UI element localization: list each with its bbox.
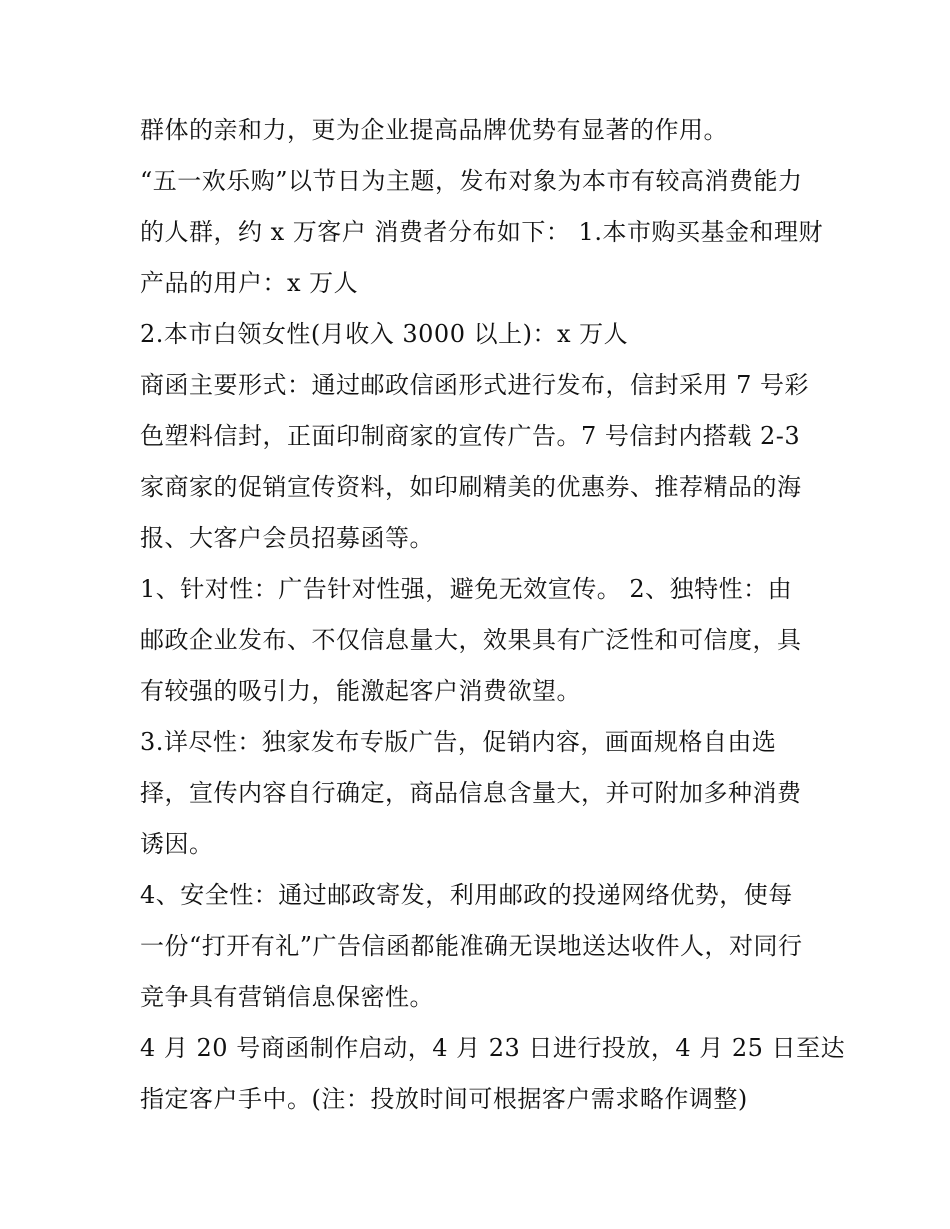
text-line: 邮政企业发布、不仅信息量大，效果具有广泛性和可信度，具	[140, 626, 802, 654]
text-line: 一份“打开有礼”广告信函都能准确无误地送达收件人，对同行	[140, 932, 803, 960]
text-line: 3.详尽性：独家发布专版广告，促销内容，画面规格自由选	[140, 728, 777, 756]
text-line: 产品的用户：x 万人	[140, 269, 359, 297]
text-line: 诱因。	[140, 830, 214, 858]
text-line: 竞争具有营销信息保密性。	[140, 983, 434, 1011]
text-line: 1、针对性：广告针对性强，避免无效宣传。 2、独特性：由	[140, 575, 793, 603]
text-line: 指定客户手中。(注：投放时间可根据客户需求略作调整)	[140, 1085, 748, 1113]
text-line: 择，宣传内容自行确定，商品信息含量大，并可附加多种消费	[140, 779, 802, 807]
text-line: 群体的亲和力，更为企业提高品牌优势有显著的作用。	[140, 116, 728, 144]
text-line: 2.本市白领女性(月收入 3000 以上)：x 万人	[140, 320, 629, 348]
text-line: 商函主要形式：通过邮政信函形式进行发布，信封采用 7 号彩	[140, 371, 810, 399]
text-line: 4、安全性：通过邮政寄发，利用邮政的投递网络优势，使每	[140, 881, 793, 909]
text-line: “五一欢乐购”以节日为主题，发布对象为本市有较高消费能力	[140, 167, 803, 195]
text-line: 有较强的吸引力，能激起客户消费欲望。	[140, 677, 581, 705]
text-line: 家商家的促销宣传资料，如印刷精美的优惠券、推荐精品的海	[140, 473, 802, 501]
text-line: 4 月 20 号商函制作启动，4 月 23 日进行投放，4 月 25 日至达	[140, 1034, 846, 1062]
text-line: 报、大客户会员招募函等。	[140, 524, 434, 552]
text-line: 色塑料信封，正面印制商家的宣传广告。7 号信封内搭载 2-3	[140, 422, 801, 450]
text-line: 的人群，约 x 万客户 消费者分布如下： 1.本市购买基金和理财	[140, 218, 823, 246]
